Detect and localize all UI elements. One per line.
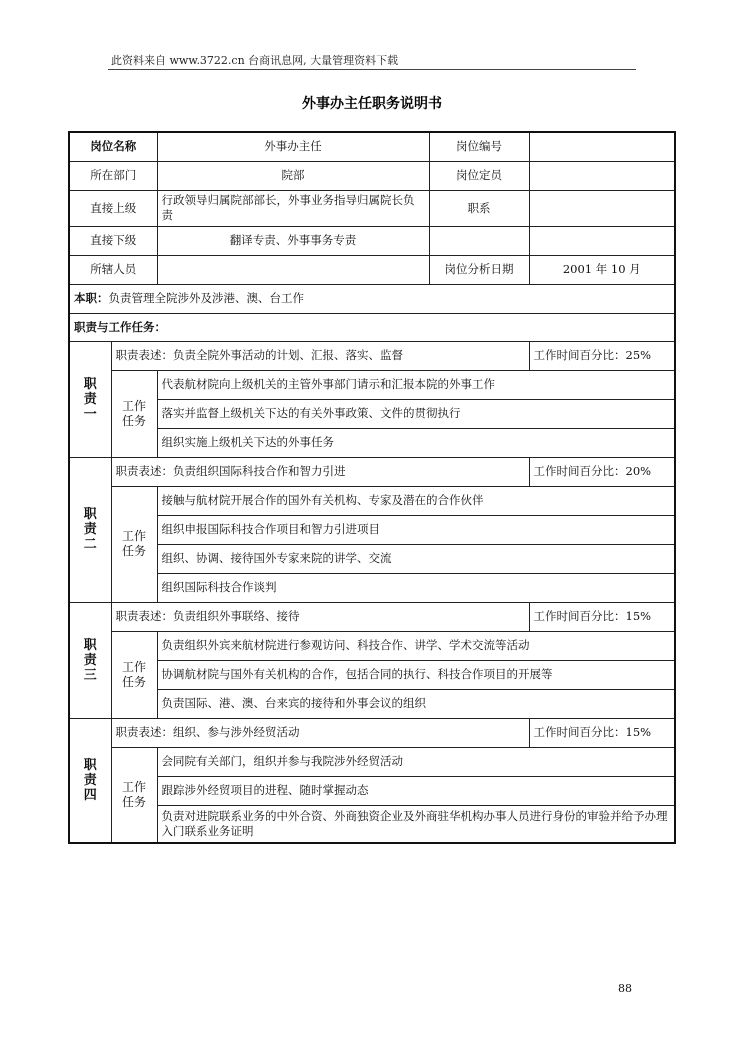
source-header: 此资料来自 www.3722.cn 台商讯息网, 大量管理资料下载: [111, 54, 399, 67]
duty-statement-row: [69, 457, 675, 486]
position-code-value: [529, 132, 675, 161]
relations-value: [529, 190, 675, 226]
duty-title: 职 责 三: [69, 602, 111, 718]
managed-label: 所辖人员: [69, 255, 157, 284]
duty-time-percent: 工作时间百分比：25%: [529, 341, 675, 370]
department-label: 所在部门: [69, 161, 157, 190]
document-title: 外事办主任职务说明书: [302, 96, 442, 112]
task-item: 负责对进院联系业务的中外合资、外商独资企业及外商驻华机构办事人员进行身份的审验并给予办理入门联系业务证明: [157, 805, 675, 843]
task-item: 组织申报国际科技合作项目和智力引进项目: [157, 515, 675, 544]
headcount-value: [529, 161, 675, 190]
duties-header: 职责与工作任务：: [69, 313, 675, 341]
task-item: 组织、协调、接待国外专家来院的讲学、交流: [157, 544, 675, 573]
analysis-date-label: 岗位分析日期: [429, 255, 529, 284]
core-text: 负责管理全院涉外及涉港、澳、台工作: [108, 291, 304, 305]
duty-time-percent: 工作时间百分比：15%: [529, 718, 675, 747]
duty-statement: 职责表述：负责组织国际科技合作和智力引进: [111, 457, 529, 486]
subordinate-empty-2: [529, 226, 675, 255]
duty-statement: 职责表述：负责组织外事联络、接待: [111, 602, 529, 631]
duty-title: 职 责 一: [69, 341, 111, 457]
task-label: 工作 任务: [111, 370, 157, 457]
core-row: [69, 284, 675, 313]
managed-value: [157, 255, 429, 284]
duty-time-percent: 工作时间百分比：20%: [529, 457, 675, 486]
task-label: 工作 任务: [111, 631, 157, 718]
task-row: [69, 486, 675, 515]
task-row: [69, 631, 675, 660]
task-item: 负责国际、港、澳、台来宾的接待和外事会议的组织: [157, 689, 675, 718]
duty-statement-row: [69, 718, 675, 747]
info-row-subordinate: [69, 226, 675, 255]
duty-statement: 职责表述：组织、参与涉外经贸活动: [111, 718, 529, 747]
task-label: 工作 任务: [111, 486, 157, 602]
task-row: [69, 776, 675, 805]
subordinate-empty: [429, 226, 529, 255]
position-code-label: 岗位编号: [429, 132, 529, 161]
task-row: [69, 660, 675, 689]
duty-statement-row: [69, 602, 675, 631]
duty-title: 职 责 四: [69, 718, 111, 843]
task-item: 组织实施上级机关下达的外事任务: [157, 428, 675, 457]
task-item: 代表航材院向上级机关的主管外事部门请示和汇报本院的外事工作: [157, 370, 675, 399]
task-row: [69, 689, 675, 718]
task-item: 负责组织外宾来航材院进行参观访问、科技合作、讲学、学术交流等活动: [157, 631, 675, 660]
task-item: 落实并监督上级机关下达的有关外事政策、文件的贯彻执行: [157, 399, 675, 428]
header-rule: [108, 69, 636, 70]
info-row-position: [69, 132, 675, 161]
duty-time-percent: 工作时间百分比：15%: [529, 602, 675, 631]
core-label: 本职：: [74, 291, 109, 305]
task-item: 协调航材院与国外有关机构的合作，包括合同的执行、科技合作项目的开展等: [157, 660, 675, 689]
duties-header-row: [69, 313, 675, 341]
task-row: [69, 747, 675, 776]
subordinate-value: 翻译专责、外事事务专责: [157, 226, 429, 255]
task-item: 组织国际科技合作谈判: [157, 573, 675, 602]
duty-title: 职 责 二: [69, 457, 111, 602]
job-description-table: [68, 131, 676, 844]
headcount-label: 岗位定员: [429, 161, 529, 190]
task-row: [69, 515, 675, 544]
task-row: [69, 399, 675, 428]
info-row-managed: [69, 255, 675, 284]
info-row-department: [69, 161, 675, 190]
subordinate-label: 直接下级: [69, 226, 157, 255]
task-row: [69, 573, 675, 602]
page-number: 88: [618, 982, 632, 995]
task-item: 跟踪涉外经贸项目的进程、随时掌握动态: [157, 776, 675, 805]
analysis-date-value: 2001 年 10 月: [529, 255, 675, 284]
task-row: [69, 428, 675, 457]
task-row: [69, 544, 675, 573]
position-name-value: 外事办主任: [157, 132, 429, 161]
superior-value: 行政领导归属院部部长，外事业务指导归属院长负责: [157, 190, 429, 226]
task-label: 工作 任务: [111, 747, 157, 843]
info-row-superior: [69, 190, 675, 226]
task-row: [69, 805, 675, 843]
duty-statement-row: [69, 341, 675, 370]
relations-label: 职系: [429, 190, 529, 226]
duty-statement: 职责表述：负责全院外事活动的计划、汇报、落实、监督: [111, 341, 529, 370]
superior-label: 直接上级: [69, 190, 157, 226]
department-value: 院部: [157, 161, 429, 190]
core-cell: [69, 284, 675, 313]
task-item: 会同院有关部门，组织并参与我院涉外经贸活动: [157, 747, 675, 776]
position-name-label: 岗位名称: [69, 132, 157, 161]
task-item: 接触与航材院开展合作的国外有关机构、专家及潜在的合作伙伴: [157, 486, 675, 515]
task-row: [69, 370, 675, 399]
